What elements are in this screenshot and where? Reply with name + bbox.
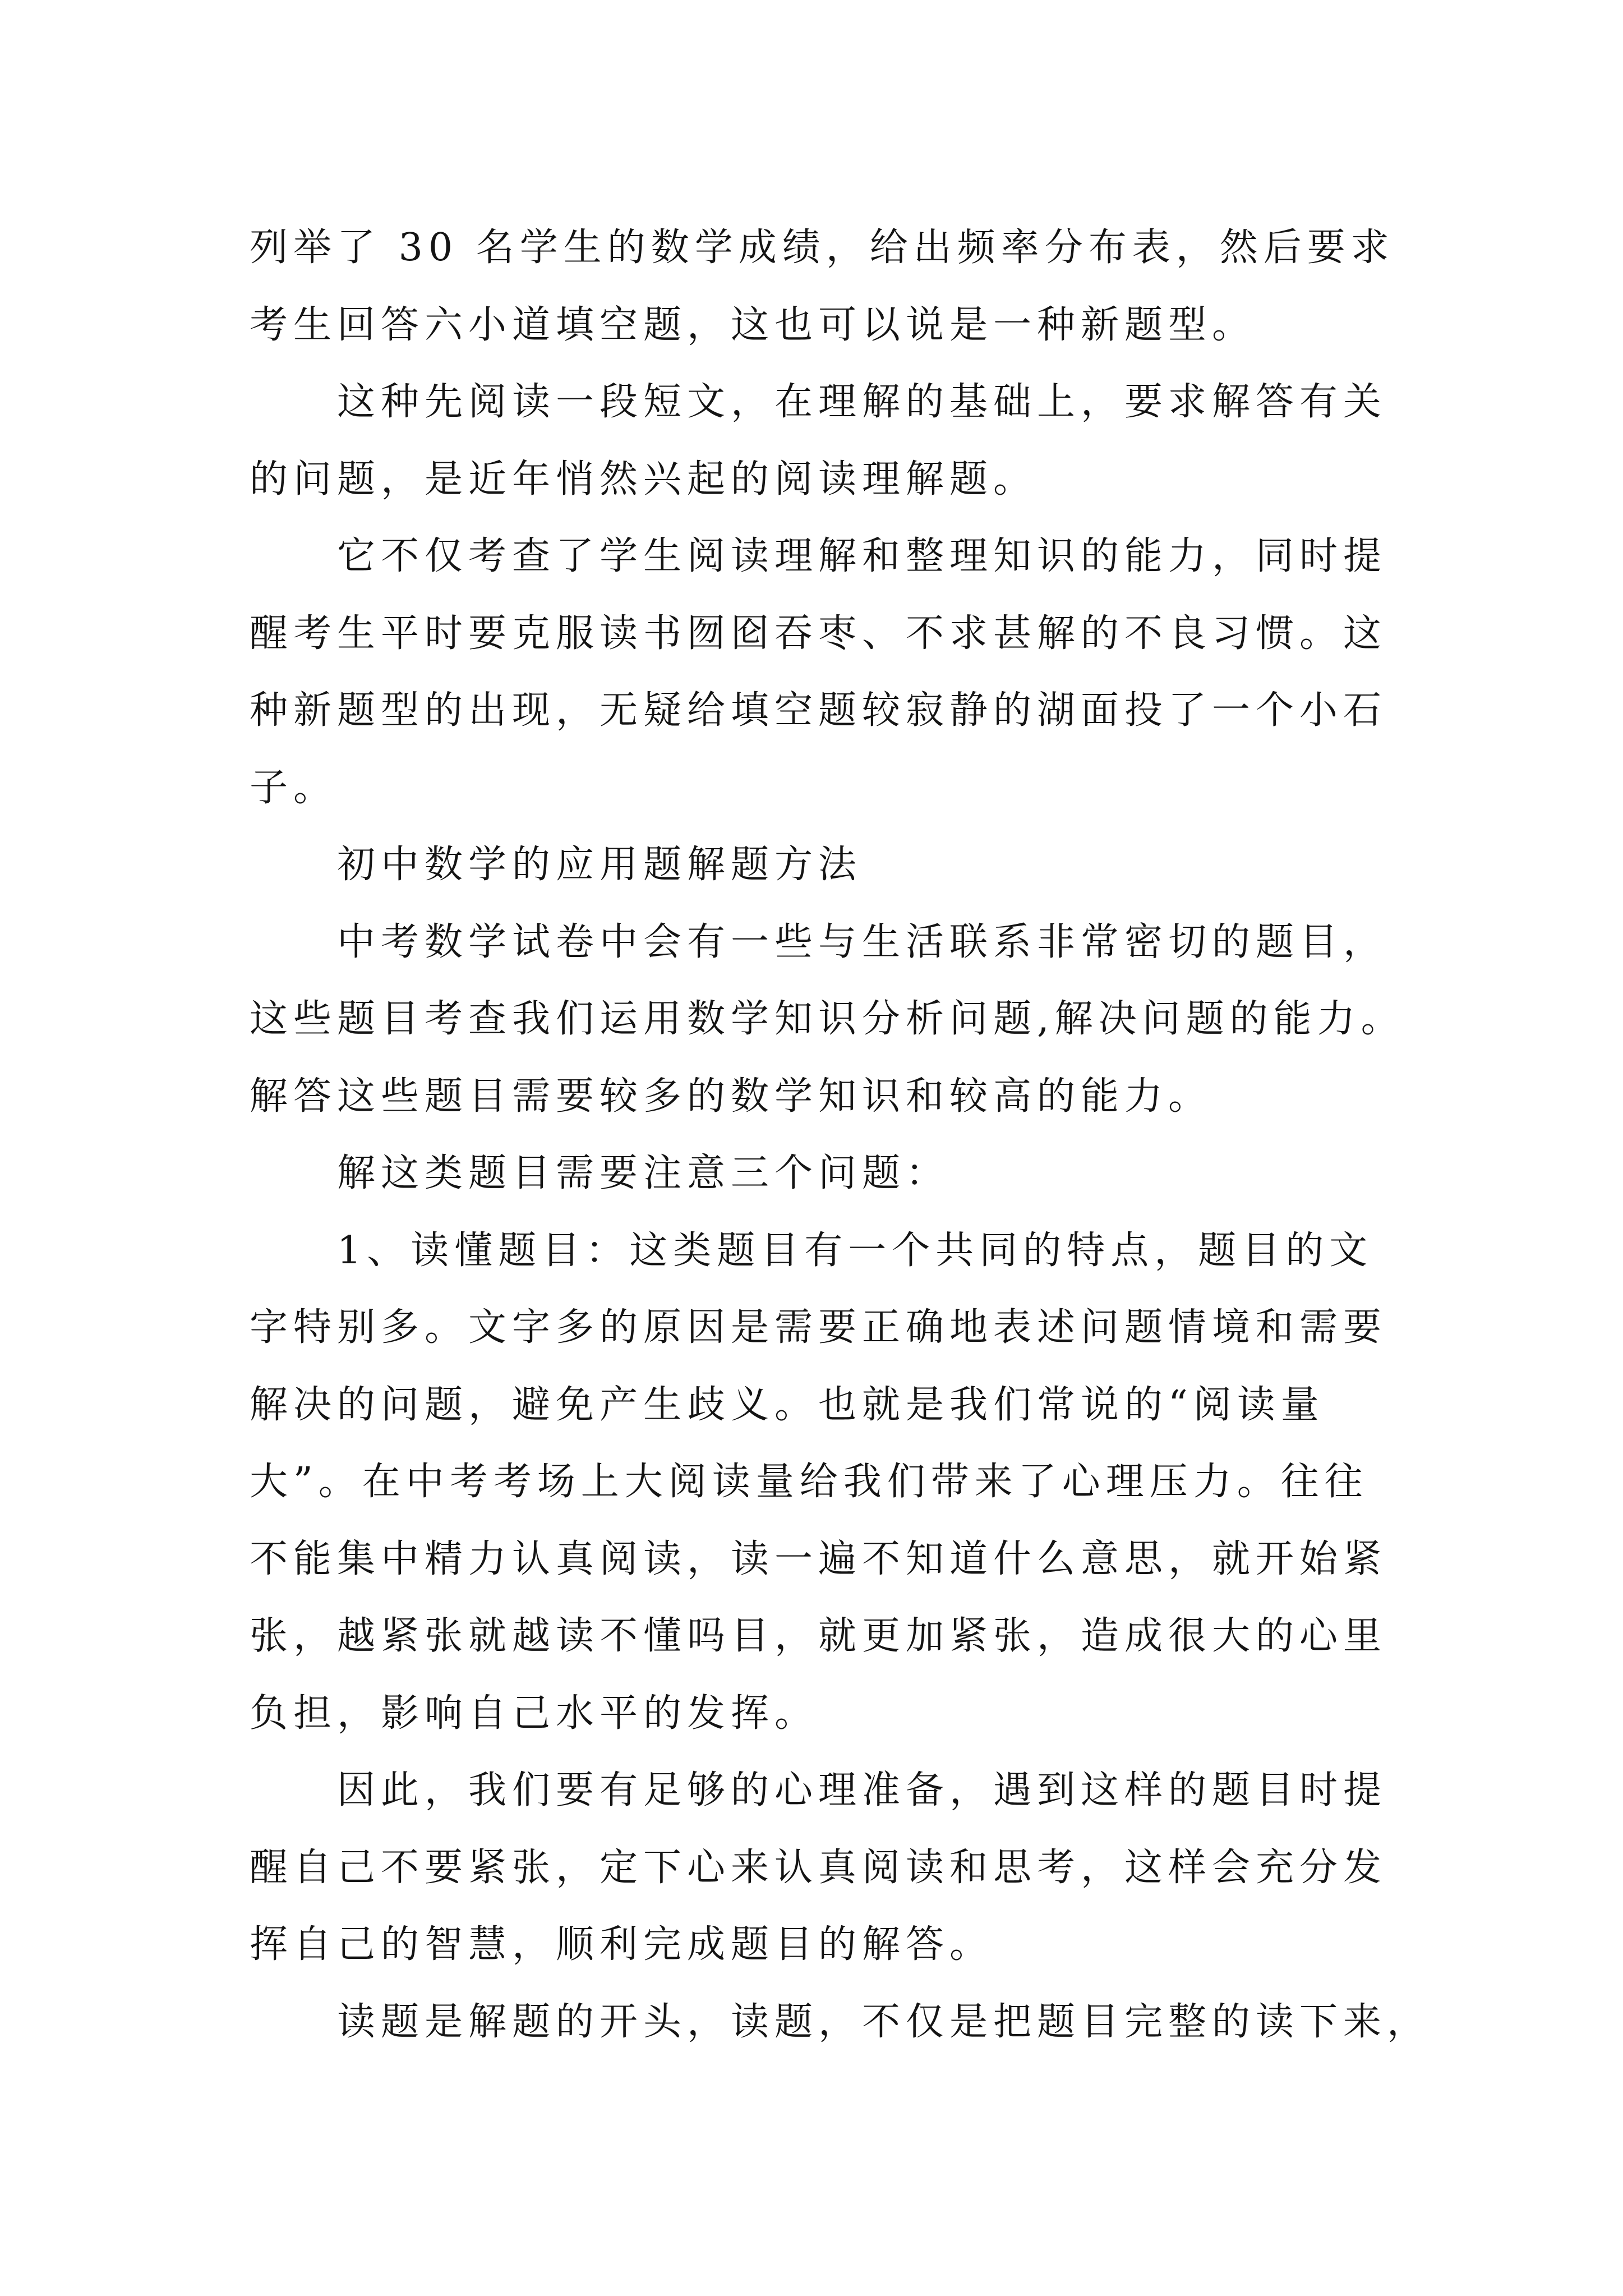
text-line: 大”。在中考考场上大阅读量给我们带来了心理压力。往往 <box>250 1460 1368 1504</box>
text-line: 解答这些题目需要较多的数学知识和较高的能力。 <box>250 1074 1212 1119</box>
text-line: 负担，影响自己水平的发挥。 <box>250 1691 819 1736</box>
text-line: 这些题目考查我们运用数学知识分析问题,解决问题的能力。 <box>250 997 1405 1041</box>
paragraph <box>250 1135 1455 1212</box>
text-line: 解决的问题，避免产生歧义。也就是我们常说的“阅读量 <box>250 1382 1325 1427</box>
paragraph <box>250 209 1455 364</box>
text-line: 种新题型的出现，无疑给填空题较寂静的湖面投了一个小石 <box>250 688 1387 733</box>
paragraph <box>250 904 1455 1135</box>
paragraph <box>250 518 1455 826</box>
text-line: 它不仅考查了学生阅读理解和整理知识的能力，同时提 <box>337 534 1387 578</box>
paragraph <box>250 1212 1455 1752</box>
text-line: 挥自己的智慧，顺利完成题目的解答。 <box>250 1922 994 1967</box>
text-line: 因此，我们要有足够的心理准备，遇到这样的题目时提 <box>337 1768 1387 1812</box>
paragraph <box>250 1984 1455 2061</box>
text-line: 张，越紧张就越读不懂吗目，就更加紧张，造成很大的心里 <box>250 1614 1387 1658</box>
text-line: 不能集中精力认真阅读，读一遍不知道什么意思，就开始紧 <box>250 1536 1387 1581</box>
body-text <box>250 209 1455 2060</box>
text-line: 子。 <box>250 765 338 810</box>
text-line: 列举了 30 名学生的数学成绩，给出频率分布表，然后要求 <box>250 226 1395 270</box>
paragraph <box>250 1752 1455 1984</box>
text-line: 解这类题目需要注意三个问题： <box>337 1151 950 1195</box>
text-line: 中考数学试卷中会有一些与生活联系非常密切的题目， <box>337 919 1387 964</box>
text-line: 1、读懂题目：这类题目有一个共同的特点，题目的文 <box>337 1228 1373 1273</box>
text-line: 醒考生平时要克服读书囫囵吞枣、不求甚解的不良习惯。这 <box>250 611 1387 656</box>
text-line: 的问题，是近年悄然兴起的阅读理解题。 <box>250 457 1038 501</box>
text-line: 初中数学的应用题解题方法 <box>337 843 863 887</box>
paragraph <box>250 364 1455 518</box>
text-line: 考生回答六小道填空题，这也可以说是一种新题型。 <box>250 302 1256 347</box>
text-line: 字特别多。文字多的原因是需要正确地表述问题情境和需要 <box>250 1305 1387 1350</box>
text-line: 这种先阅读一段短文，在理解的基础上，要求解答有关 <box>337 380 1387 424</box>
text-line: 醒自己不要紧张，定下心来认真阅读和思考，这样会充分发 <box>250 1845 1387 1890</box>
section-heading <box>250 826 1455 904</box>
text-line: 读题是解题的开头，读题，不仅是把题目完整的读下来， <box>337 1999 1431 2044</box>
